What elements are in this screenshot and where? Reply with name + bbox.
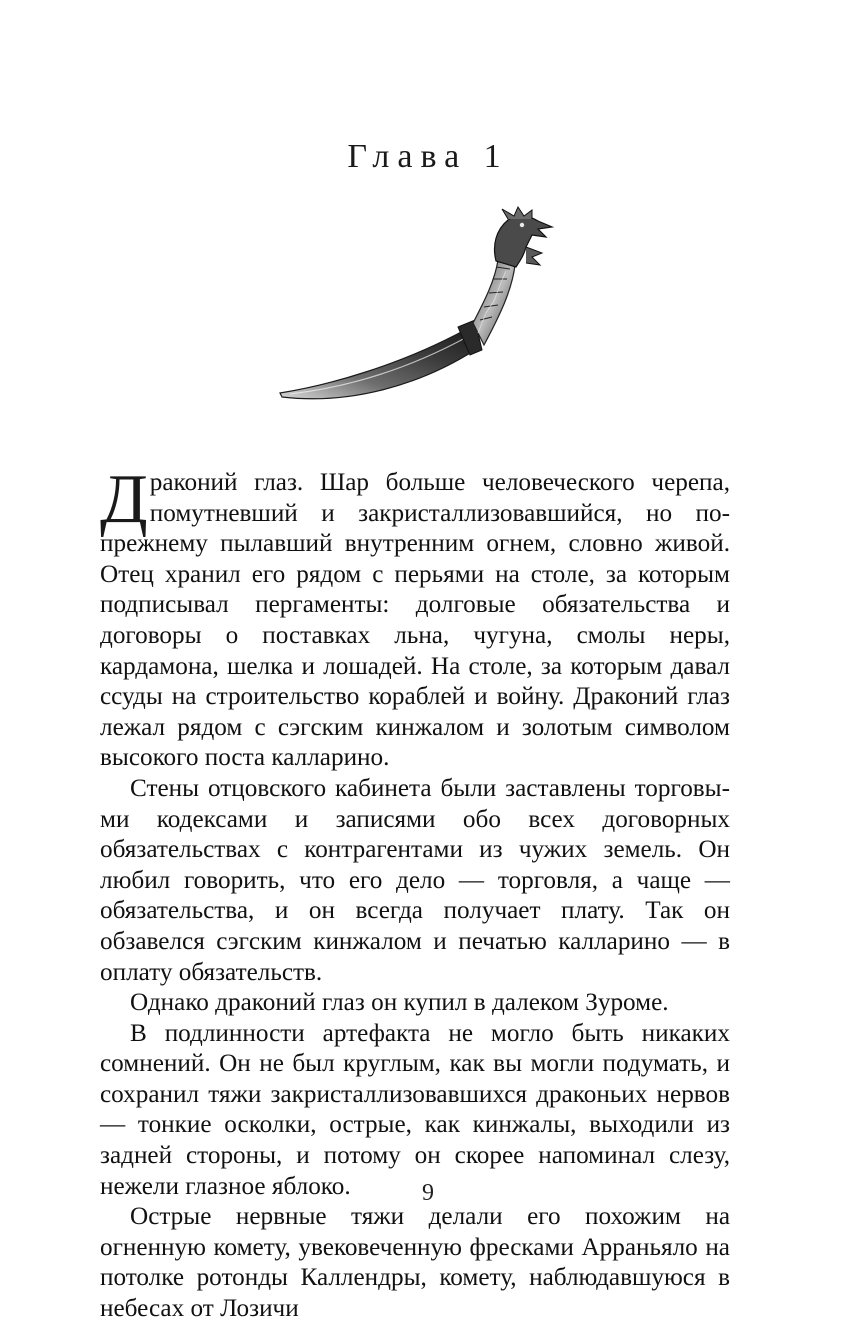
paragraph: Острые нервные тяжи делали его похожим на огненную комету, увековеченную фресками Арраньяло на потолке ротонды Каллендры, комету, наблюдавшуюся в небесах от Лозичи xyxy=(100,1203,730,1323)
page-number: 9 xyxy=(422,1180,434,1206)
paragraph: Стены отцовского кабинета были заставлены торговыми кодексами и записями обо всех договорных обязательствах с контрагентами из чужих земель. Он любил говорить, что его дело — торговля, а чаще — обязательства, и он всегда получает плату. Так он обзавелся сэгским кинжалом и печатью калларино — в оплату обязательств. xyxy=(100,774,730,986)
dragon-dagger-icon xyxy=(270,205,570,425)
paragraph-text: раконий глаз. Шар больше человеческого черепа, помутневший и закристаллизовавшийся, но по-прежнему пылавший внутренним огнем, словно живой. Отец хранил его рядом с перьями на столе, за которым подписывал пергаменты: долговые обязательства и договоры о поставках льна, чугуна, смолы неры, кардамона, шелка и лошадей. На столе, за которым давал ссуды на строительство кораблей и войну. Драконий глаз лежал рядом с сэгским кинжалом и золотым символом высокого поста калларино. xyxy=(100,469,730,772)
paragraph xyxy=(100,461,730,774)
chapter-title: Глава 1 xyxy=(347,138,509,175)
paragraph: В подлинности артефакта не могло быть никаких сомнений. Он не был круглым, как вы могли подумать, и сохранил тяжи закристаллизовавшихся драконьих нервов — тонкие осколки, острые, как кинжалы, выходили из задней стороны, и потому он скорее напоминал слезу, нежели глазное яблоко. xyxy=(100,1019,730,1200)
paragraph: Однако драконий глаз он купил в далеком Зуроме. xyxy=(130,989,669,1017)
drop-cap: Д xyxy=(100,461,148,538)
